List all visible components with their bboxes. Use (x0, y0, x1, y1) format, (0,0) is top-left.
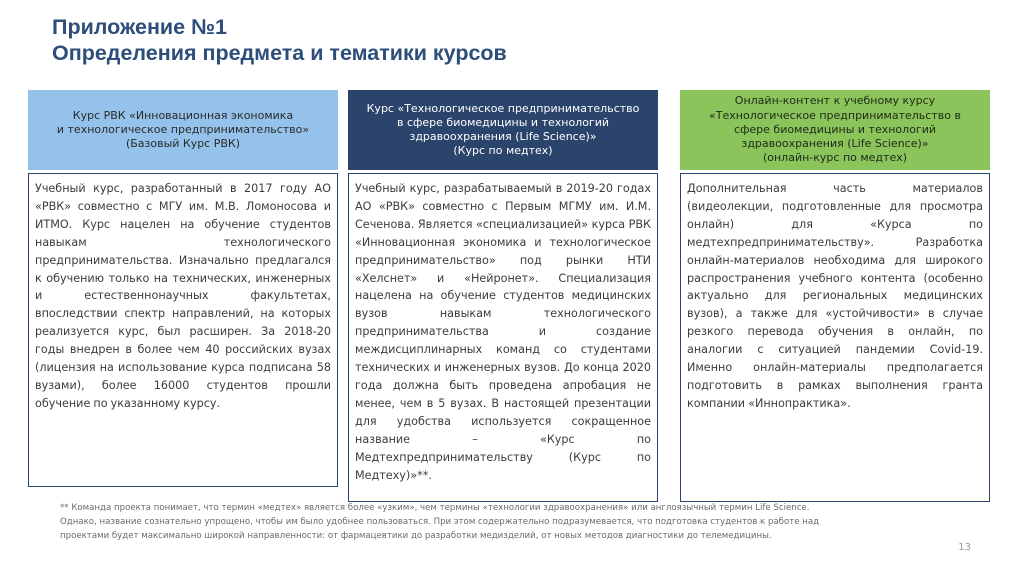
header-line: «Технологическое предпринимательство в (709, 108, 961, 122)
footnote (60, 501, 940, 543)
header-line: сфере биомедицины и технологий (733, 122, 937, 136)
column-body: Учебный курс, разрабатываемый в 2019-20 годах АО «РВК» совместно с Первым МГМУ им. И.М. Сеченова. Является «специализацией» курса РВК «Инновационная экономика и технологическое предпринимательство» под рынки НТИ «Хелснет» и «Нейронет». Специализация нацелена на обучение студентов медицинских вузов навыкам технологического предпринимательства и создание междисциплинарных команд со студентами технических и инженерных вузов. До конца 2020 года должна быть проведена апробация не менее, чем в 5 вузах. В настоящей презентации для удобства используется сокращенное название – «Курс по Медтехпредпринимательству (Курс по Медтеху)»**. (348, 173, 658, 502)
column-medtech-course (348, 90, 658, 502)
page-number: 13 (958, 542, 971, 553)
header-line: (онлайн-курс по медтех) (762, 151, 908, 165)
slide-title (52, 14, 507, 66)
header-line: Онлайн-контент к учебному курсу (734, 94, 936, 108)
column-header (348, 90, 658, 170)
column-body: Дополнительная часть материалов (видеолекции, подготовленные для просмотра онлайн) для «Курса по медтехпредпринимательству». Разработка онлайн-материалов необходима для широкого распространения учебного контента (особенно актуально для региональных медицинских вузов), а также для «устойчивости» в случае резкого перевода обучения в онлайн, по аналогии с ситуацией пандемии Covid-19. Именно онлайн-материалы предполагается подготовить в рамках выполнения гранта компании «Иннопрактика». (680, 173, 990, 502)
header-line: Курс «Технологическое предпринимательство (366, 101, 640, 115)
header-line: (Базовый Курс РВК) (125, 137, 241, 151)
footnote-line: Однако, название сознательно упрощено, чтобы им было удобнее пользоваться. При этом содержательно подразумевается, что подготовка студентов к работе над (60, 517, 820, 527)
footnote-line: ** Команда проекта понимает, что термин «медтех» является более «узким», чем термины «технологии здравоохранения» или англоязычный термин Life Science. (60, 503, 810, 513)
column-header (28, 90, 338, 170)
title-line-2: Определения предмета и тематики курсов (52, 41, 507, 65)
title-line-1: Приложение №1 (52, 15, 228, 39)
header-line: здравоохранения (Life Science)» (409, 130, 597, 143)
header-line: в сфере биомедицины и технологий (396, 115, 610, 129)
column-header (680, 90, 990, 170)
header-line: и технологическое предпринимательство» (56, 122, 310, 136)
header-line: (Курс по медтех) (453, 144, 553, 158)
footnote-line: проектами будет максимально широкой направленности: от фармацевтики до разработки медизделий, от новых методов диагностики до телемедицины. (60, 531, 772, 541)
header-line: Курс РВК «Инновационная экономика (72, 108, 294, 122)
column-base-course (28, 90, 338, 487)
header-line: здравоохранения (Life Science)» (741, 137, 929, 151)
column-online-content (680, 90, 990, 502)
column-body: Учебный курс, разработанный в 2017 году АО «РВК» совместно с МГУ им. М.В. Ломоносова и ИТМО. Курс нацелен на обучение студентов навыкам технологического предпринимательства. Изначально предлагался к обучению только на технических, инженерных и естественнонаучных факультетах, впоследствии спектр направлений, на которых реализуется курс, был расширен. За 2018-20 годы внедрен в более чем 40 российских вузах (лицензия на использование курса подписана 58 вузами), более 16000 студентов прошли обучение по указанному курсу. (28, 173, 338, 487)
